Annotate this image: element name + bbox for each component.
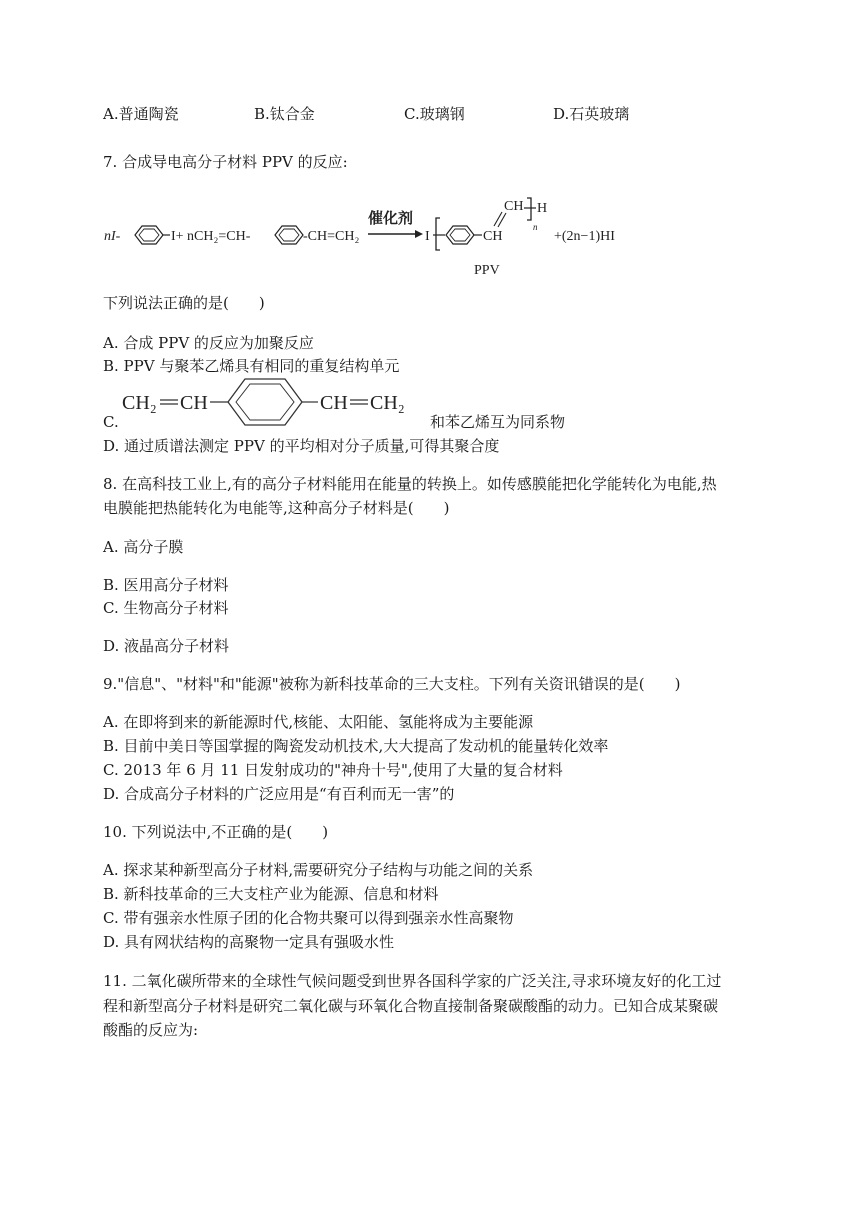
benzene-ring-icon (135, 226, 163, 244)
q9-option-c: C. 2013 年 6 月 11 日发射成功的"神舟十号",使用了大量的复合材料 (103, 761, 563, 779)
vinyl-ch2-left: CH₂ (122, 392, 157, 414)
q7-option-c-suffix: 和苯乙烯互为同系物 (430, 413, 566, 431)
q7-option-b: B. PPV 与聚苯乙烯具有相同的重复结构单元 (103, 357, 400, 375)
product-iodine: I (425, 229, 430, 244)
q7-stem: 7. 合成导电高分子材料 PPV 的反应: (103, 153, 348, 171)
q7-option-a: A. 合成 PPV 的反应为加聚反应 (103, 334, 314, 352)
q9-option-b: B. 目前中美日等国掌握的陶瓷发动机技术,大大提高了发动机的能量转化效率 (103, 737, 609, 755)
q8-stem-line2: 电膜能把热能转化为电能等,这种高分子材料是( ) (103, 499, 450, 517)
benzene-ring-icon (446, 226, 474, 244)
catalyst-label: 催化剂 (368, 211, 414, 227)
product-name-ppv: PPV (474, 263, 500, 278)
reactant-mid-text: I+ nCH₂=CH- (171, 229, 251, 244)
vinyl-ch-right: CH (320, 392, 348, 414)
q10-option-a: A. 探求某种新型高分子材料,需要研究分子结构与功能之间的关系 (103, 861, 534, 879)
subscript-n: n (533, 222, 538, 232)
q6-option-c: C.玻璃钢 (404, 105, 465, 123)
q7-option-c-label: C. (103, 413, 119, 431)
product-ch-top: CH (504, 199, 524, 214)
divinylbenzene-structure (118, 375, 430, 435)
q9-stem: 9."信息"、"材料"和"能源"被称为新科技革命的三大支柱。下列有关资讯错误的是( ) (103, 675, 681, 693)
q8-option-a: A. 高分子膜 (103, 538, 184, 556)
q11-stem-line3: 酸酯的反应为: (103, 1021, 199, 1039)
q11-stem-line2: 程和新型高分子材料是研究二氧化碳与环氧化合物直接制备聚碳酸酯的动力。已知合成某聚碳 (103, 997, 719, 1015)
q7-question: 下列说法正确的是( ) (103, 294, 265, 312)
q6-option-b: B.钛合金 (254, 105, 315, 123)
q8-stem-line1: 8. 在高科技工业上,有的高分子材料能用在能量的转换上。如传感膜能把化学能转化为电能,热 (103, 475, 717, 493)
q8-option-d: D. 液晶高分子材料 (103, 637, 230, 655)
q9-option-d: D. 合成高分子材料的广泛应用是“有百利而无一害”的 (103, 785, 455, 803)
product-h-end: H (537, 201, 548, 216)
benzene-ring-icon (275, 226, 303, 244)
q8-option-c: C. 生物高分子材料 (103, 599, 229, 617)
byproduct-hi: +(2n−1)HI (554, 229, 615, 244)
product-ch-bottom: CH (483, 229, 503, 244)
q10-option-c: C. 带有强亲水性原子团的化合物共聚可以得到强亲水性高聚物 (103, 909, 514, 927)
q8-option-b: B. 医用高分子材料 (103, 576, 229, 594)
vinyl-ch2-right: CH₂ (370, 392, 405, 414)
q10-option-d: D. 具有网状结构的高聚物一定具有强吸水性 (103, 933, 395, 951)
q7-option-d: D. 通过质谱法测定 PPV 的平均相对分子质量,可得其聚合度 (103, 437, 500, 455)
q10-option-b: B. 新科技革命的三大支柱产业为能源、信息和材料 (103, 885, 439, 903)
reaction-arrow-icon (368, 230, 423, 238)
q6-option-a: A.普通陶瓷 (103, 105, 179, 123)
ppv-reaction-equation (100, 190, 660, 282)
q6-option-d: D.石英玻璃 (553, 105, 630, 123)
q11-stem-line1: 11. 二氧化碳所带来的全球性气候问题受到世界各国科学家的广泛关注,寻求环境友好的化工过 (103, 972, 722, 990)
reactant-prefix: nI- (104, 229, 121, 244)
q10-stem: 10. 下列说法中,不正确的是( ) (103, 823, 329, 841)
benzene-ring-icon (228, 379, 302, 425)
reactant-tail-text: -CH=CH₂ (303, 229, 360, 244)
vinyl-ch-left: CH (180, 392, 208, 414)
q9-option-a: A. 在即将到来的新能源时代,核能、太阳能、氢能将成为主要能源 (103, 713, 534, 731)
